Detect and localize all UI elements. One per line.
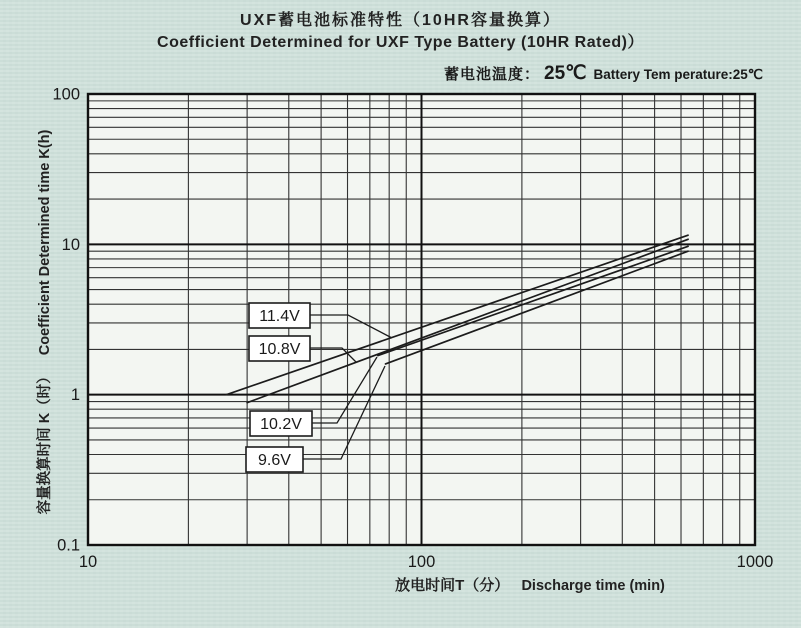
curve-label-9.6V: 9.6V: [258, 452, 291, 469]
curve-label-10.2V: 10.2V: [260, 416, 302, 433]
chart-title-zh: UXF蓄电池标准特性（10HR容量换算）: [240, 12, 561, 29]
temperature-label-zh: 蓄电池温度：: [444, 66, 541, 83]
y-axis-title-en: Coefficient Determined time K(h): [37, 129, 53, 356]
y-tick-label: 10: [61, 235, 80, 254]
y-axis-title: [33, 87, 55, 557]
curve-label-10.8V: 10.8V: [258, 341, 301, 358]
x-tick-label: 10: [78, 553, 98, 571]
x-axis-title: [230, 574, 801, 595]
y-axis-title-zh: 容量换算时间 K（时）: [37, 369, 53, 515]
y-tick-label: 1: [70, 386, 80, 405]
y-tick-label: 100: [52, 85, 80, 104]
y-tick-label: 0.1: [57, 536, 80, 555]
x-axis-title-en: Discharge time (min): [521, 578, 665, 594]
x-tick-label: 1000: [736, 553, 774, 571]
x-tick-label: 100: [407, 553, 436, 571]
temperature-condition: [444, 62, 794, 85]
chart-title-en: Coefficient Determined for UXF Type Battery (10HR Rated)）: [157, 34, 644, 51]
curve-label-11.4V: 11.4V: [259, 308, 300, 325]
temperature-label-en: Battery Tem perature:25℃: [593, 67, 763, 82]
x-axis-title-zh: 放电时间T（分）: [395, 577, 510, 594]
temperature-value: 25℃: [544, 63, 587, 84]
